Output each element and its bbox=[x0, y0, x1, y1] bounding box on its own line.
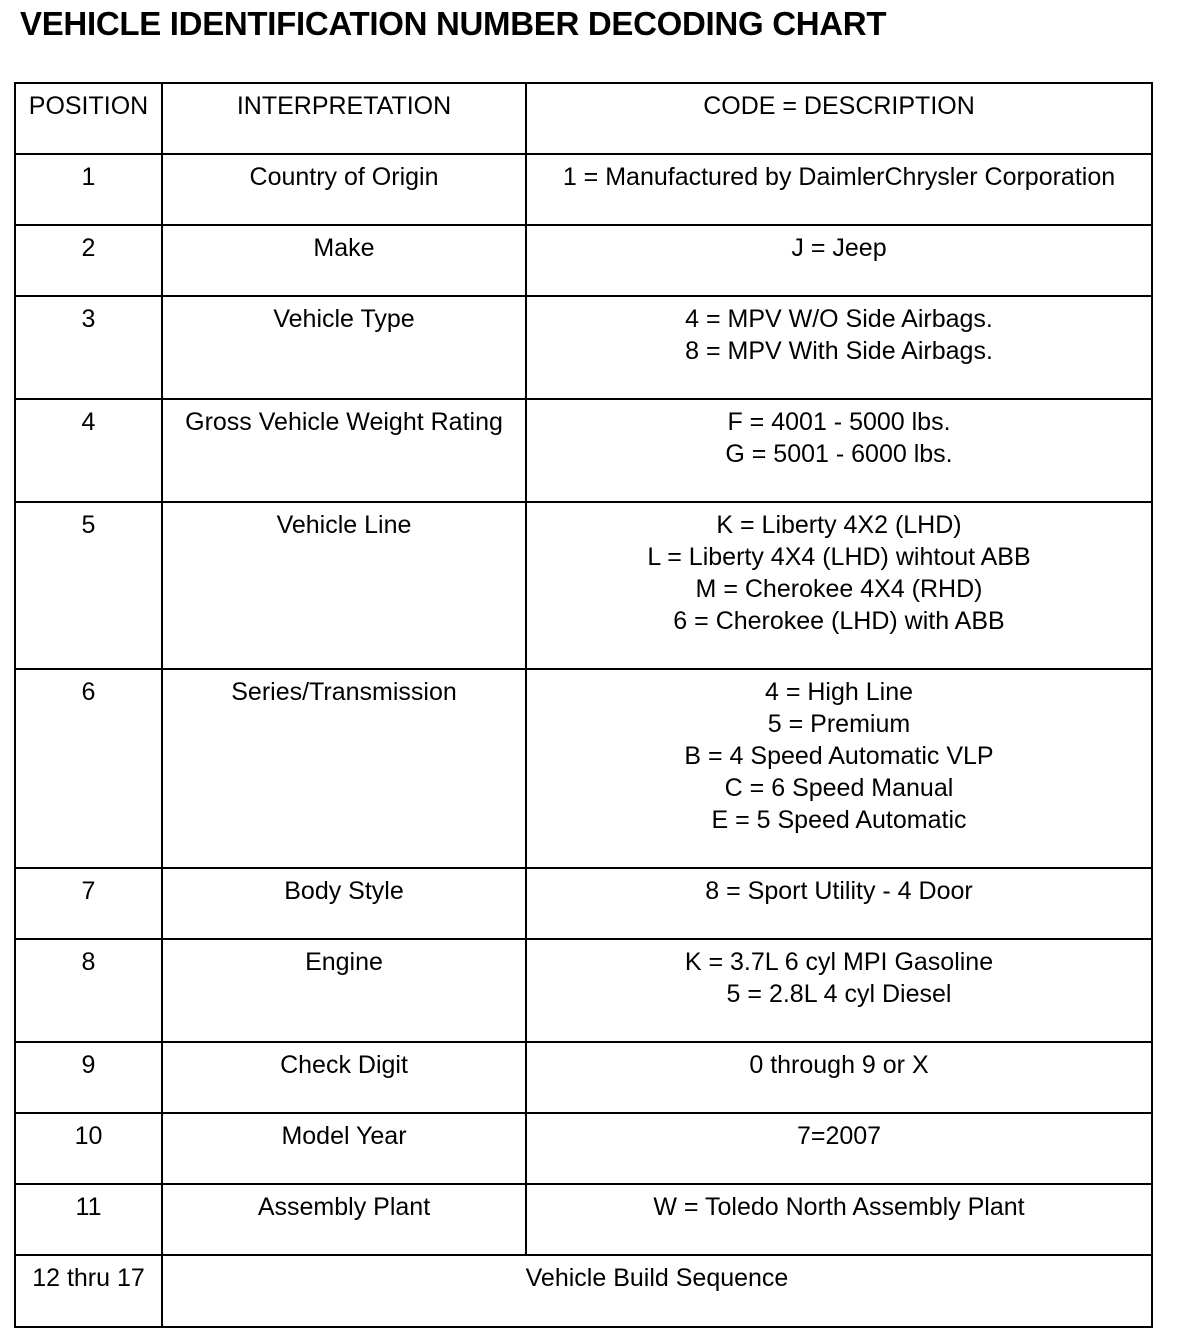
table-row bbox=[15, 939, 1152, 1042]
code-line: W = Toledo North Assembly Plant bbox=[653, 1193, 1025, 1221]
code-cell bbox=[526, 502, 1152, 669]
header-code-description: CODE = DESCRIPTION bbox=[526, 83, 1152, 154]
interpretation-cell: Make bbox=[162, 225, 526, 296]
code-line: 5 = 2.8L 4 cyl Diesel bbox=[726, 980, 952, 1008]
code-line: 6 = Cherokee (LHD) with ABB bbox=[673, 607, 1005, 635]
table-row bbox=[15, 296, 1152, 399]
code-line: L = Liberty 4X4 (LHD) wihtout ABB bbox=[647, 543, 1031, 571]
interpretation-cell: Vehicle Type bbox=[162, 296, 526, 399]
position-cell: 5 bbox=[15, 502, 162, 669]
code-cell bbox=[526, 1042, 1152, 1113]
header-interpretation: INTERPRETATION bbox=[162, 83, 526, 154]
code-cell bbox=[526, 669, 1152, 868]
position-cell: 12 thru 17 bbox=[15, 1255, 162, 1327]
build-sequence-cell: Vehicle Build Sequence bbox=[162, 1255, 1152, 1327]
code-line: E = 5 Speed Automatic bbox=[711, 806, 967, 834]
code-line: C = 6 Speed Manual bbox=[724, 774, 954, 802]
position-cell: 10 bbox=[15, 1113, 162, 1184]
code-cell bbox=[526, 1184, 1152, 1255]
table-row bbox=[15, 1255, 1152, 1327]
table-row bbox=[15, 1184, 1152, 1255]
table-row bbox=[15, 868, 1152, 939]
position-cell: 4 bbox=[15, 399, 162, 502]
code-line: J = Jeep bbox=[791, 234, 887, 262]
header-row bbox=[15, 83, 1152, 154]
table-row bbox=[15, 669, 1152, 868]
code-line: 5 = Premium bbox=[767, 710, 911, 738]
code-line: 0 through 9 or X bbox=[749, 1051, 929, 1079]
position-cell: 8 bbox=[15, 939, 162, 1042]
position-cell: 9 bbox=[15, 1042, 162, 1113]
table-row bbox=[15, 399, 1152, 502]
interpretation-cell: Gross Vehicle Weight Rating bbox=[162, 399, 526, 502]
code-cell bbox=[526, 225, 1152, 296]
vin-decoding-table bbox=[14, 82, 1153, 1328]
position-cell: 7 bbox=[15, 868, 162, 939]
position-cell: 3 bbox=[15, 296, 162, 399]
position-cell: 1 bbox=[15, 154, 162, 225]
code-line: 7=2007 bbox=[796, 1122, 882, 1150]
interpretation-cell: Body Style bbox=[162, 868, 526, 939]
interpretation-cell: Vehicle Line bbox=[162, 502, 526, 669]
code-cell bbox=[526, 399, 1152, 502]
code-line: K = Liberty 4X2 (LHD) bbox=[716, 511, 962, 539]
code-line: 4 = MPV W/O Side Airbags. bbox=[685, 305, 993, 333]
header-position: POSITION bbox=[15, 83, 162, 154]
code-cell bbox=[526, 296, 1152, 399]
code-line: 4 = High Line bbox=[764, 678, 914, 706]
code-line: M = Cherokee 4X4 (RHD) bbox=[695, 575, 983, 603]
interpretation-cell: Series/Transmission bbox=[162, 669, 526, 868]
table-row bbox=[15, 1113, 1152, 1184]
table-row bbox=[15, 225, 1152, 296]
table-row bbox=[15, 502, 1152, 669]
interpretation-cell: Assembly Plant bbox=[162, 1184, 526, 1255]
code-line: F = 4001 - 5000 lbs. bbox=[727, 408, 951, 436]
code-cell bbox=[526, 868, 1152, 939]
code-line: K = 3.7L 6 cyl MPI Gasoline bbox=[684, 948, 994, 976]
code-cell bbox=[526, 939, 1152, 1042]
code-line: B = 4 Speed Automatic VLP bbox=[684, 742, 994, 770]
interpretation-cell: Model Year bbox=[162, 1113, 526, 1184]
code-line: G = 5001 - 6000 lbs. bbox=[725, 440, 953, 468]
code-cell bbox=[526, 154, 1152, 225]
table-row bbox=[15, 154, 1152, 225]
code-cell bbox=[526, 1113, 1152, 1184]
code-line: 8 = MPV With Side Airbags. bbox=[685, 337, 993, 365]
code-line: 8 = Sport Utility - 4 Door bbox=[705, 877, 973, 905]
chart-title: VEHICLE IDENTIFICATION NUMBER DECODING CHART bbox=[20, 5, 887, 42]
code-line: 1 = Manufactured by DaimlerChrysler Corporation bbox=[562, 163, 1116, 191]
interpretation-cell: Check Digit bbox=[162, 1042, 526, 1113]
table-row bbox=[15, 1042, 1152, 1113]
position-cell: 6 bbox=[15, 669, 162, 868]
position-cell: 11 bbox=[15, 1184, 162, 1255]
position-cell: 2 bbox=[15, 225, 162, 296]
interpretation-cell: Country of Origin bbox=[162, 154, 526, 225]
interpretation-cell: Engine bbox=[162, 939, 526, 1042]
